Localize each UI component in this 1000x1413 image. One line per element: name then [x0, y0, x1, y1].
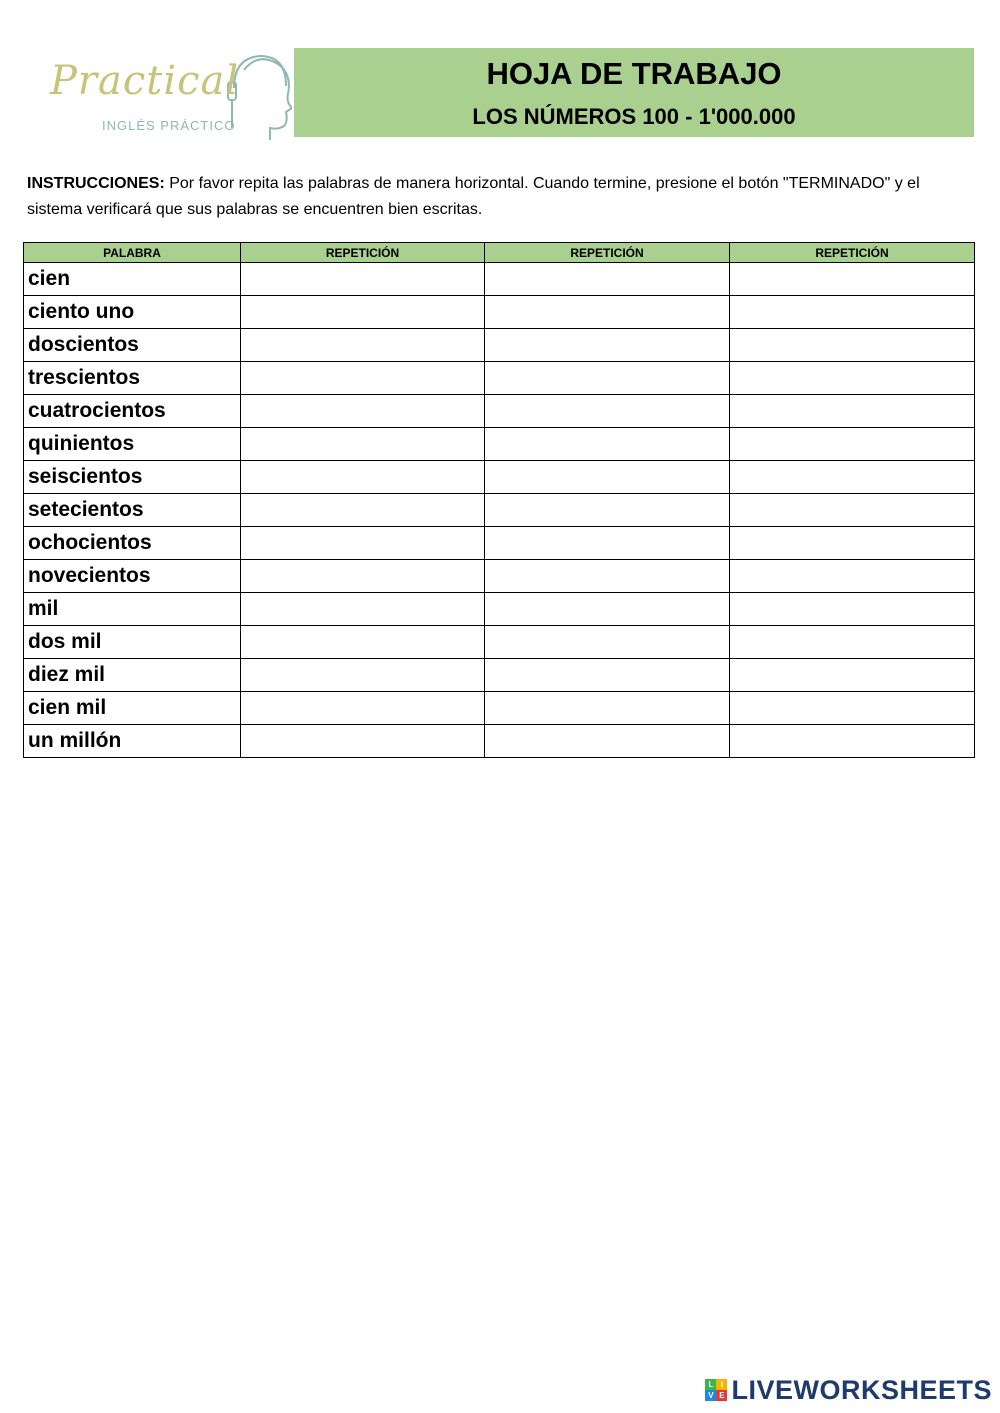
repetition-input-cell[interactable] — [485, 296, 730, 329]
repetition-input-cell[interactable] — [241, 527, 485, 560]
repetition-input-cell[interactable] — [241, 659, 485, 692]
repetition-input-cell[interactable] — [241, 461, 485, 494]
table-row — [24, 626, 975, 659]
repetition-input-cell[interactable] — [730, 329, 975, 362]
table-row — [24, 395, 975, 428]
repetition-input-cell[interactable] — [485, 395, 730, 428]
repetition-input-cell[interactable] — [241, 362, 485, 395]
repetition-input-cell[interactable] — [485, 725, 730, 758]
word-cell: doscientos — [24, 329, 241, 362]
repetition-input-cell[interactable] — [730, 461, 975, 494]
word-cell: ciento uno — [24, 296, 241, 329]
repetition-input-cell[interactable] — [241, 725, 485, 758]
table-row — [24, 329, 975, 362]
repetition-input-cell[interactable] — [241, 692, 485, 725]
footer-brand — [705, 1375, 992, 1405]
table-row — [24, 560, 975, 593]
word-cell: seiscientos — [24, 461, 241, 494]
word-cell: diez mil — [24, 659, 241, 692]
table-row — [24, 527, 975, 560]
logo — [36, 48, 292, 140]
word-cell: cien mil — [24, 692, 241, 725]
word-cell: ochocientos — [24, 527, 241, 560]
repetition-input-cell[interactable] — [730, 560, 975, 593]
column-header-repeticion-3: REPETICIÓN — [730, 243, 975, 263]
repetition-input-cell[interactable] — [485, 494, 730, 527]
repetition-input-cell[interactable] — [730, 692, 975, 725]
word-cell: novecientos — [24, 560, 241, 593]
word-cell: trescientos — [24, 362, 241, 395]
repetition-input-cell[interactable] — [241, 494, 485, 527]
repetition-input-cell[interactable] — [485, 659, 730, 692]
repetition-input-cell[interactable] — [241, 395, 485, 428]
header-banner — [294, 48, 974, 137]
repetition-input-cell[interactable] — [730, 362, 975, 395]
repetition-input-cell[interactable] — [241, 593, 485, 626]
word-cell: un millón — [24, 725, 241, 758]
worksheet-table — [23, 242, 975, 758]
repetition-input-cell[interactable] — [730, 263, 975, 296]
repetition-input-cell[interactable] — [730, 296, 975, 329]
word-cell: mil — [24, 593, 241, 626]
repetition-input-cell[interactable] — [730, 428, 975, 461]
instructions-text: Por favor repita las palabras de manera horizontal. Cuando termine, presione el botón "TERMINADO" y el sistema verificará que sus palabras se encuentren bien escritas. — [27, 175, 920, 218]
table-row — [24, 428, 975, 461]
brand-name: LIVEWORKSHEETS — [731, 1374, 992, 1405]
column-header-repeticion-2: REPETICIÓN — [485, 243, 730, 263]
column-header-palabra: PALABRA — [24, 243, 241, 263]
column-header-repeticion-1: REPETICIÓN — [241, 243, 485, 263]
repetition-input-cell[interactable] — [730, 494, 975, 527]
page-title: HOJA DE TRABAJO — [486, 56, 782, 91]
liveworksheets-icon: L I V E — [705, 1379, 727, 1401]
repetition-input-cell[interactable] — [730, 593, 975, 626]
repetition-input-cell[interactable] — [730, 659, 975, 692]
repetition-input-cell[interactable] — [485, 329, 730, 362]
repetition-input-cell[interactable] — [485, 461, 730, 494]
table-row — [24, 494, 975, 527]
logo-script: Practical — [50, 58, 240, 104]
logo-subtitle: INGLÉS PRÁCTICO — [102, 118, 236, 133]
table-row — [24, 593, 975, 626]
repetition-input-cell[interactable] — [485, 560, 730, 593]
table-row — [24, 461, 975, 494]
word-cell: cuatrocientos — [24, 395, 241, 428]
repetition-input-cell[interactable] — [485, 362, 730, 395]
page-subtitle: LOS NÚMEROS 100 - 1'000.000 — [472, 104, 796, 129]
repetition-input-cell[interactable] — [485, 593, 730, 626]
word-cell: quinientos — [24, 428, 241, 461]
repetition-input-cell[interactable] — [485, 692, 730, 725]
repetition-input-cell[interactable] — [241, 560, 485, 593]
repetition-input-cell[interactable] — [241, 428, 485, 461]
table-row — [24, 263, 975, 296]
repetition-input-cell[interactable] — [485, 263, 730, 296]
repetition-input-cell[interactable] — [730, 626, 975, 659]
repetition-input-cell[interactable] — [485, 428, 730, 461]
repetition-input-cell[interactable] — [241, 263, 485, 296]
table-header-row — [24, 243, 975, 263]
instructions-label: INSTRUCCIONES: — [27, 175, 165, 192]
table-row — [24, 362, 975, 395]
repetition-input-cell[interactable] — [485, 626, 730, 659]
word-cell: cien — [24, 263, 241, 296]
instructions — [27, 171, 977, 223]
repetition-input-cell[interactable] — [730, 527, 975, 560]
table-row — [24, 692, 975, 725]
repetition-input-cell[interactable] — [485, 527, 730, 560]
word-cell: dos mil — [24, 626, 241, 659]
table-row — [24, 725, 975, 758]
word-cell: setecientos — [24, 494, 241, 527]
repetition-input-cell[interactable] — [241, 296, 485, 329]
repetition-input-cell[interactable] — [241, 626, 485, 659]
table-row — [24, 296, 975, 329]
table-row — [24, 659, 975, 692]
repetition-input-cell[interactable] — [241, 329, 485, 362]
repetition-input-cell[interactable] — [730, 725, 975, 758]
repetition-input-cell[interactable] — [730, 395, 975, 428]
